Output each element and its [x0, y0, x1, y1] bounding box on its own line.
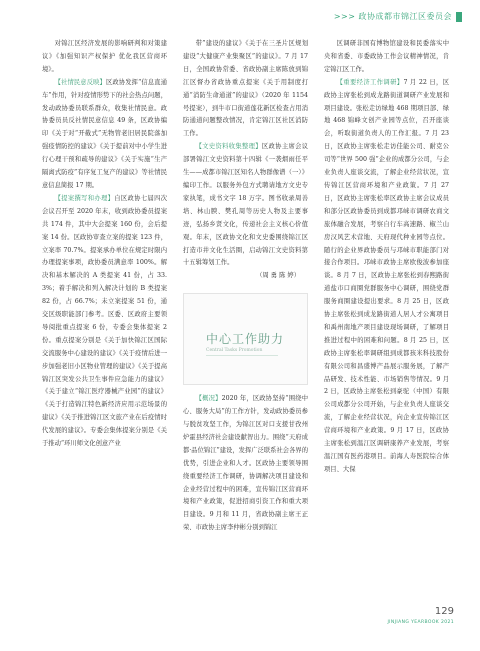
section-heading: 【概况】: [195, 395, 222, 403]
header-accent-bar: [456, 12, 462, 22]
section-heading: 【社情民意反映】: [54, 78, 106, 86]
paragraph: [183, 141, 308, 270]
section-heading: 【重要经济工作调研】: [336, 78, 404, 86]
header-title: >>> 政协成都市锦江区委员会: [333, 12, 452, 21]
column-1: [42, 38, 167, 603]
paragraph: [183, 38, 308, 141]
paragraph-text: 带”建设的建议》《关于在三圣片区规划建设“大健康产业集聚区”的建议》。7 月 17 日，全国政协常委、省政协副主席陈放到锦江区督办省政协重点提案《关于用制度打通“消防生命通道”的建议》（2020 年 1154 号提案），到牛市口街道莲花新区检查占用消防通道问题整改情况，肯定锦江区社区消防工作。: [183, 40, 308, 138]
page-header: [0, 0, 480, 38]
paragraph-text: 区政协主席会议部署锦江文史资料第十四辑《一袭烟雨任平生——成都市锦江区知名人物群像谱（一）》编印工作。以服务外包方式聘请地方文史专家执笔，成书文字 18 万字。图书收录周善培、林山腴、樊孔周等历史人物及主要事迹，弘扬乡贤文化，传递社会主义核心价值观。年末，区政协文化和文史委围绕锦江区打造市井文化生活圈，启动锦江文史资料第十五辑筹划工作。: [183, 143, 308, 267]
paragraph: [324, 38, 449, 77]
paragraph: [183, 393, 308, 535]
section-heading: 【提案撰写和办理】: [54, 194, 115, 202]
paragraph: [42, 77, 167, 193]
section-title-box: [183, 293, 308, 385]
paragraph: [42, 193, 167, 451]
paragraph-text: 区调研非国有博物馆建设和民委落实中央和省委、市委政协工作会议精神情况，肯定锦江区工作。: [324, 40, 449, 73]
paragraph-text: 自区政协七届四次会议召开至 2020 年末，收到政协委员提案共 174 件，其中大会提案 160 份，会后提案 14 份。区政协审查立案的提案 123 件，立案率 70.7%。提案承办单位在规定时限内办理提案事项，政协委员满意率 100%。解决和基本解决的 A 类提案 41 份，占 33.3%；着手解决和列入解决计划的 B 类提案 82 份，占 66.7%；未立案提案 51 份，通交区级职能部门参考。区委、区政府主要领导阅批重点提案 6 份，专委会集体提案 2 份。重点提案分别是《关于加快锦江区国际交流服务中心建设的建议》《关于疫情后进一步加强老旧小区物业管理的建议》《关于提高锦江区突发公共卫生事件应急能力的建议》《关于建立“锦江医疗器械产业园”的建议》《关于打造锦江特色新经济应用示范场景的建议》《关于推进锦江区文旅产业在后疫情时代发展的建议》。专委会集体提案分别是《关于推动“环川师文化创意产业: [42, 194, 167, 448]
paragraph-text: 2020 年，区政协坚持“围绕中心、服务大局”的工作方针，发动政协委员参与脱贫攻坚工作，为锦江区对口支援甘孜州炉霍县经济社会建设献智出力。围绕“天府成都·品位锦江”建设，发挥广泛联系社会各界的优势，引进企业和人才。区政协主要领导围绕重要经济工作调研，协调解决项目建设和企业经营过程中的困难，宣传锦江区营商环境和产业政策，促进招商引资工作和重大项目建设。9 月和 11 月，省政协副主席王正荣、市政协主席李仲彬分别到锦江: [183, 395, 308, 532]
paragraph: [42, 38, 167, 77]
section-subtitle: Central Tasks Promotion: [206, 348, 263, 354]
paragraph-text: 对锦江区经济发展的影响研判和对策建议》《加强知识产权保护 优化我区营商环境》。: [42, 40, 167, 73]
paragraph-text: 区政协发挥“信息直通车”作用，针对疫情形势下的社会热点问题，发动政协委员联系群众，收集社情民意。政协委员员反社情民意信息 49 条，区政协编印《关于对“开截式”无物管老旧居民院落加强疫情防控的建议》《关于提前对中小学生进行心理干预和疏导的建议》《关于实施“生产隔离式防疫”有序复工复产的建议》等社情民意信息简报 17 期。: [42, 78, 167, 189]
author-signature: （周 勇 陈 婷）: [256, 272, 300, 280]
section-title: 中心工作助力: [206, 332, 285, 347]
article-body: [42, 38, 448, 603]
paragraph-text: 7 月 22 日，区政协主席张松到成龙路街道调研产业发展和项目建设。张松走访绿地 468 期项目部、绿地 468 锦峰文创产业园等点位，召开座谈会，听取街道负责人的工作汇报。7 月 23 日，区政协主席张松走访佳能公司、耐克公司等“世界 500 强”企业的成都分公司，与企业负责人座谈交流，了解企业经营状况，宣传锦江区营商环境和产业政策。7 月 27 日，区政协主席张松率区政协主席会议成员和部分区政协委员到成都邛崃市调研农商文旅体融合发展，考察自行车高速路、椒兰山房汉风艺术营地、天府现代种业园等点位。随行的企业界政协委员与邛崃市职能部门对接合作项目。邛崃市政协主席欧俊波参加座谈。8 月 7 日，区政协主席张松到春熙路街道盐市口商圈党群服务中心调研，围绕党群服务商圈建设提出要求。8 月 25 日，区政协主席张松到成龙路街道人居人才公寓项目和禹州南地产项目建设现场调研，了解项目推进过程中的困难和问题。8 月 25 日，区政协主席张松率调研组到成都孩米科技股份有限公司和昌盛博产品展示服务展，了解产品研发、技术性能、市场销售等情况。9 月 2 日，区政协主席张松到豪驼（中国）有限公司成都分公司开始，与企业负责人座谈交流，了解企业经营状况，向企业宣传锦江区营商环境和产业政策。9 月 17 日，区政协主席张松到温江区调研康养产业发展，考察温江国有医药港项目。前海人寿医院综合体项目、大保: [324, 78, 449, 473]
section-heading: 【文史资料收集整理】: [195, 143, 262, 151]
page-number: 129: [434, 606, 454, 617]
column-3: [324, 38, 449, 603]
footer-yearbook-label: JINJIANG YEARBOOK 2021: [387, 620, 454, 625]
paragraph: [324, 77, 449, 477]
section-title-underline: [206, 355, 278, 356]
column-2: [183, 38, 308, 603]
page-footer: [0, 603, 480, 651]
